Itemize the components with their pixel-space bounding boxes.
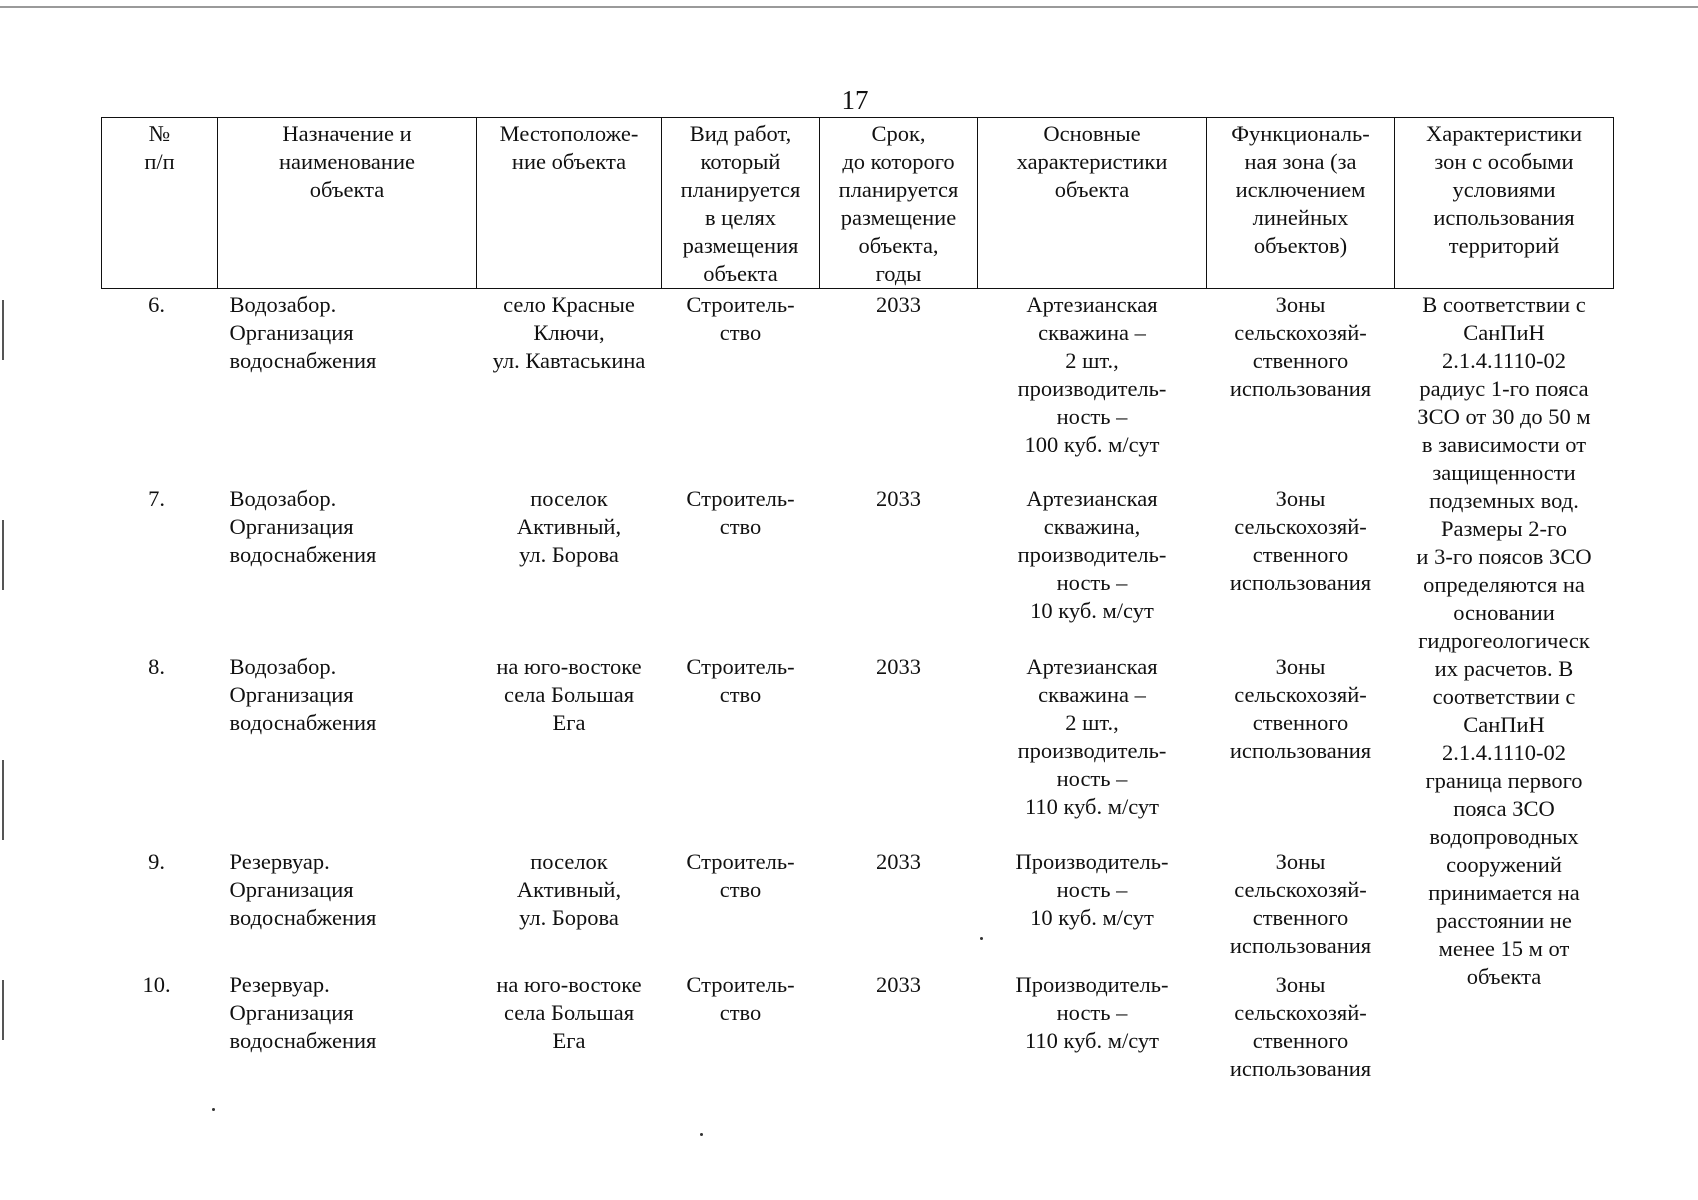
cell-location: на юго-востоке села Большая Ега [496, 972, 642, 1053]
scan-edge-mark [2, 980, 4, 1040]
table-header-row [102, 118, 1614, 289]
cell-number: 6. [148, 292, 165, 317]
cell-characteristics: Артезианская скважина, производитель- ность – 10 куб. м/сут [1017, 486, 1167, 623]
header-number: № п/п [102, 118, 218, 289]
cell-functional-zone: Зоны сельскохозяй- ственного использования [1229, 849, 1372, 958]
cell-work-type: Строитель- ство [686, 972, 795, 1025]
objects-table [101, 117, 1614, 1091]
cell-functional-zone: Зоны сельскохозяй- ственного использования [1229, 654, 1372, 763]
cell-name: Водозабор. Организация водоснабжения [229, 654, 377, 735]
cell-functional-zone: Зоны сельскохозяй- ственного использования [1229, 486, 1372, 595]
table-row [102, 289, 1614, 486]
cell-deadline: 2033 [876, 654, 921, 679]
scan-edge-line [0, 6, 1698, 8]
scan-speck [700, 1133, 703, 1136]
scan-edge-mark [2, 760, 4, 840]
objects-table-container [101, 117, 1613, 1091]
scan-edge-mark [2, 520, 4, 590]
header-work-type: Вид работ, который планируется в целях размещения объекта [662, 118, 820, 289]
cell-name: Резервуар. Организация водоснабжения [229, 972, 377, 1053]
header-location: Местоположе- ние объекта [477, 118, 662, 289]
table-row [102, 653, 1614, 848]
header-name: Назначение и наименование объекта [218, 118, 477, 289]
header-functional-zone: Функциональ- ная зона (за исключением линейных объектов) [1207, 118, 1395, 289]
cell-characteristics: Производитель- ность – 110 куб. м/сут [1015, 972, 1169, 1053]
cell-functional-zone: Зоны сельскохозяй- ственного использования [1229, 292, 1372, 401]
cell-number: 8. [148, 654, 165, 679]
cell-name: Водозабор. Организация водоснабжения [229, 486, 377, 567]
cell-location: село Красные Ключи, ул. Кавтаськина [492, 292, 646, 373]
cell-work-type: Строитель- ство [686, 849, 795, 902]
cell-name: Водозабор. Организация водоснабжения [229, 292, 377, 373]
cell-location: на юго-востоке села Большая Ега [496, 654, 642, 735]
scan-speck [212, 1108, 215, 1111]
cell-characteristics: Артезианская скважина – 2 шт., производитель- ность – 100 куб. м/сут [1017, 292, 1167, 457]
cell-name: Резервуар. Организация водоснабжения [229, 849, 377, 930]
cell-number: 9. [148, 849, 165, 874]
cell-deadline: 2033 [876, 292, 921, 317]
cell-work-type: Строитель- ство [686, 654, 795, 707]
table-row [102, 485, 1614, 653]
cell-deadline: 2033 [876, 849, 921, 874]
cell-functional-zone: Зоны сельскохозяй- ственного использования [1229, 972, 1372, 1081]
cell-number: 7. [148, 486, 165, 511]
cell-characteristics: Производитель- ность – 10 куб. м/сут [1015, 849, 1169, 930]
scan-speck [980, 937, 983, 940]
cell-location: поселок Активный, ул. Борова [516, 486, 622, 567]
header-special-zones: Характеристики зон с особыми условиями использования территорий [1395, 118, 1614, 289]
cell-deadline: 2033 [876, 486, 921, 511]
cell-work-type: Строитель- ство [686, 292, 795, 345]
cell-deadline: 2033 [876, 972, 921, 997]
cell-number: 10. [142, 972, 171, 997]
cell-special-zones: В соответствии с СанПиН 2.1.4.1110-02 радиус 1-го пояса ЗСО от 30 до 50 м в зависимости от защищенности подземных вод. Размеры 2-го и 3-го поясов ЗСО определяются на основании гидрогеологическ их расчетов. В соответствии с СанПиН 2.1.4.1110-02 граница первого пояса ЗСО водопроводных сооружений принимается на расстоянии не менее 15 м от объекта [1416, 292, 1592, 989]
page-number: 17 [841, 85, 869, 115]
cell-location: поселок Активный, ул. Борова [516, 849, 622, 930]
header-deadline: Срок, до которого планируется размещение объекта, годы [820, 118, 978, 289]
scan-edge-mark [2, 300, 4, 360]
table-row [102, 971, 1614, 1091]
cell-characteristics: Артезианская скважина – 2 шт., производитель- ность – 110 куб. м/сут [1017, 654, 1167, 819]
table-row [102, 848, 1614, 971]
header-characteristics: Основные характеристики объекта [978, 118, 1207, 289]
cell-work-type: Строитель- ство [686, 486, 795, 539]
